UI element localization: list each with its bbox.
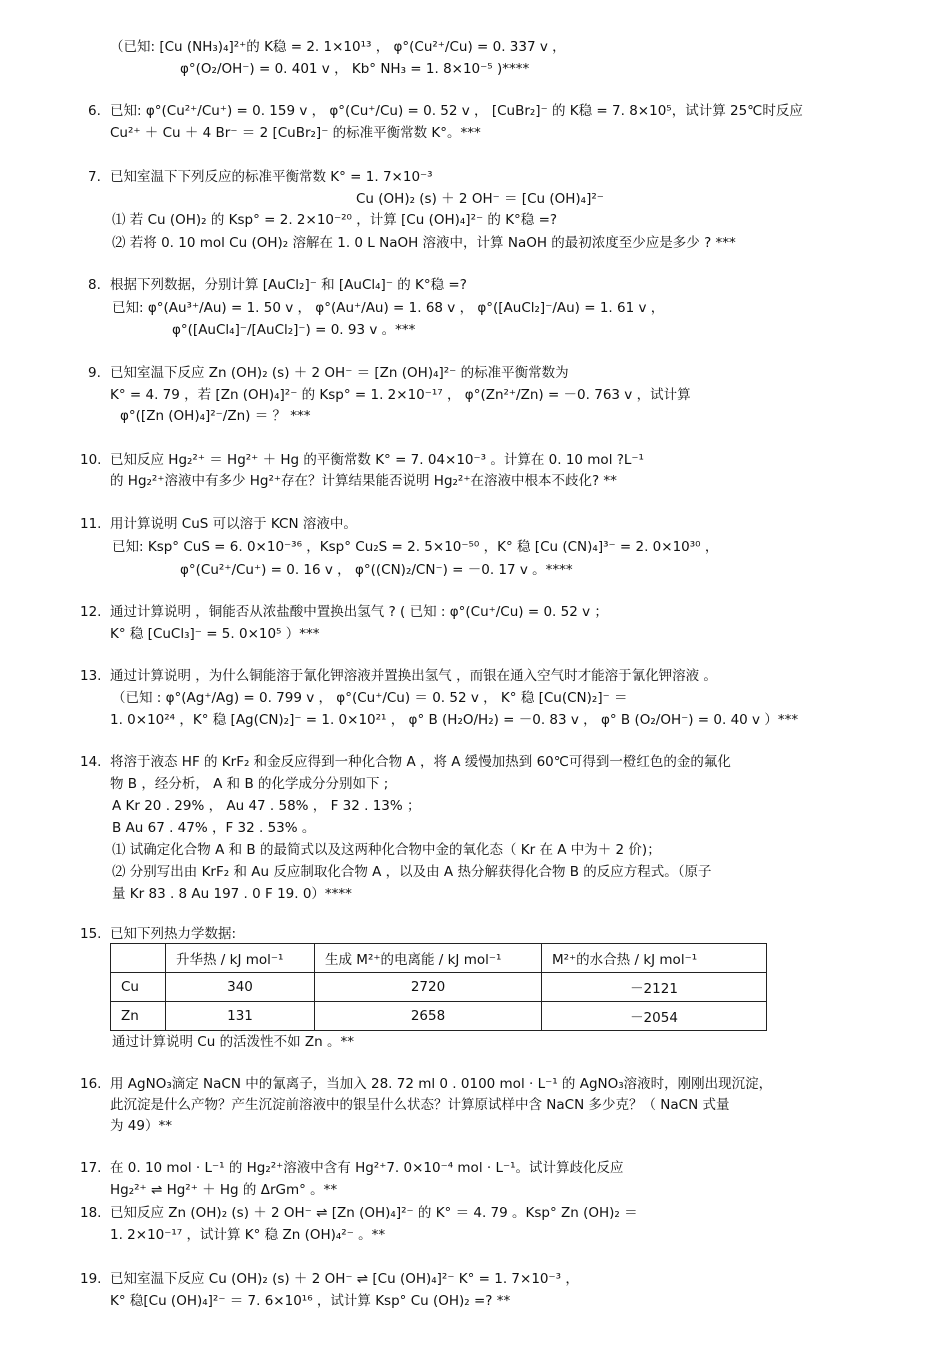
p5-line2: φ°(O₂/OH⁻) = 0. 401 v ， Kb° NH₃ = 1. 8×10⁻⁵ )****	[180, 61, 530, 77]
table-header-cell: M²⁺的水合热 / kJ mol⁻¹	[542, 944, 767, 973]
table-header-row	[111, 944, 767, 973]
q9-line3: φ°([Zn (OH)₄]²⁻/Zn) ＝ ？ ***	[120, 408, 311, 424]
q14-line4: B Au 67 . 47% ，F 32 . 53% 。	[112, 820, 316, 836]
q17-line2: Hg₂²⁺ ⇌ Hg²⁺ ＋ Hg 的 ΔrGm° 。**	[110, 1182, 338, 1198]
table-cell: 2658	[315, 1002, 542, 1031]
q7-part2: ⑵ 若将 0. 10 mol Cu (OH)₂ 溶解在 1. 0 L NaOH 溶液中，计算 NaOH 的最初浓度至少应是多少 ? ***	[112, 235, 736, 251]
q6-line1: 已知: φ°(Cu²⁺/Cu⁺) = 0. 159 v ， φ°(Cu⁺/Cu) = 0. 52 v ， [CuBr₂]⁻ 的 K稳 = 7. 8×10⁵，试计算 25℃时反应	[110, 103, 803, 119]
q12-line1: 通过计算说明 ，铜能否从浓盐酸中置换出氢气 ? ( 已知 : φ°(Cu⁺/Cu) = 0. 52 v ；	[110, 604, 608, 620]
table-cell: 340	[166, 973, 315, 1002]
q8-line1: 根据下列数据，分别计算 [AuCl₂]⁻ 和 [AuCl₄]⁻ 的 K°稳 =?	[110, 277, 467, 293]
q16-line2: 此沉淀是什么产物？产生沉淀前溶液中的银呈什么状态？计算原试样中含 NaCN 多少克？（ NaCN 式量	[110, 1097, 730, 1113]
q7-number: 7.	[88, 169, 101, 185]
q19-number: 19.	[80, 1271, 102, 1287]
q14-line2: 物 B ，经分析， A 和 B 的化学成分分别如下 ;	[110, 776, 389, 792]
q11-line1: 用计算说明 CuS 可以溶于 KCN 溶液中。	[110, 516, 357, 532]
q18-line1: 已知反应 Zn (OH)₂ (s) ＋ 2 OH⁻ ⇌ [Zn (OH)₄]²⁻ 的 K° ＝ 4. 79 。Ksp° Zn (OH)₂ ＝	[110, 1205, 638, 1221]
q7-equation: Cu (OH)₂ (s) ＋ 2 OH⁻ ＝ [Cu (OH)₄]²⁻	[356, 191, 604, 207]
q11-number: 11.	[80, 516, 102, 532]
q15-number: 15.	[80, 926, 102, 942]
q12-number: 12.	[80, 604, 102, 620]
q13-number: 13.	[80, 668, 102, 684]
q8-line3: φ°([AuCl₄]⁻/[AuCl₂]⁻) = 0. 93 v 。***	[172, 322, 416, 338]
q10-number: 10.	[80, 452, 102, 468]
q17-line1: 在 0. 10 mol · L⁻¹ 的 Hg₂²⁺溶液中含有 Hg²⁺7. 0×10⁻⁴ mol · L⁻¹。试计算歧化反应	[110, 1160, 624, 1176]
q14-part2: ⑵ 分别写出由 KrF₂ 和 Au 反应制取化合物 A ，以及由 A 热分解获得化合物 B 的反应方程式。（原子	[112, 864, 712, 880]
table-header-cell	[111, 944, 166, 973]
q14-number: 14.	[80, 754, 102, 770]
q10-line1: 已知反应 Hg₂²⁺ ＝ Hg²⁺ ＋ Hg 的平衡常数 K° = 7. 04×10⁻³ 。计算在 0. 10 mol ?L⁻¹	[110, 452, 644, 468]
table-cell: Cu	[111, 973, 166, 1002]
table-cell: 131	[166, 1002, 315, 1031]
q13-line2: （已知 : φ°(Ag⁺/Ag) = 0. 799 v ， φ°(Cu⁺/Cu) ＝ 0. 52 v ， K° 稳 [Cu(CN)₂]⁻ ＝	[112, 690, 628, 706]
q15-line1: 已知下列热力学数据:	[110, 926, 237, 942]
p5-line1: （已知: [Cu (NH₃)₄]²⁺的 K稳 = 2. 1×10¹³ ， φ°(Cu²⁺/Cu) = 0. 337 v ，	[110, 39, 566, 55]
q15-line2: 通过计算说明 Cu 的活泼性不如 Zn 。**	[112, 1034, 354, 1050]
table-cell: －2054	[542, 1002, 767, 1031]
q14-line7: 量 Kr 83 . 8 Au 197 . 0 F 19. 0）****	[112, 886, 352, 902]
table-header-cell: 生成 M²⁺的电离能 / kJ mol⁻¹	[315, 944, 542, 973]
q8-line2: 已知: φ°(Au³⁺/Au) = 1. 50 v ， φ°(Au⁺/Au) = 1. 68 v ， φ°([AuCl₂]⁻/Au) = 1. 61 v ，	[112, 300, 665, 316]
q13-line1: 通过计算说明 ，为什么铜能溶于氰化钾溶液并置换出氢气 ，而银在通入空气时才能溶于氰化钾溶液 。	[110, 668, 717, 684]
q10-line2: 的 Hg₂²⁺溶液中有多少 Hg²⁺存在？计算结果能否说明 Hg₂²⁺在溶液中根本不歧化? **	[110, 473, 617, 489]
q14-part1: ⑴ 试确定化合物 A 和 B 的最简式以及这两种化合物中金的氧化态（ Kr 在 A 中为＋ 2 价)；	[112, 842, 661, 858]
q18-number: 18.	[80, 1205, 102, 1221]
q16-line1: 用 AgNO₃滴定 NaCN 中的氰离子，当加入 28. 72 ml 0 . 0100 mol · L⁻¹ 的 AgNO₃溶液时，刚刚出现沉淀，	[110, 1076, 773, 1092]
q11-line2: 已知: Ksp° CuS = 6. 0×10⁻³⁶ ，Ksp° Cu₂S = 2. 5×10⁻⁵⁰ ，K° 稳 [Cu (CN)₄]³⁻ = 2. 0×10³⁰ ，	[112, 539, 719, 555]
table-cell: 2720	[315, 973, 542, 1002]
q7-line1: 已知室温下下列反应的标准平衡常数 K° = 1. 7×10⁻³	[110, 169, 433, 185]
q8-number: 8.	[88, 277, 101, 293]
q9-line1: 已知室温下反应 Zn (OH)₂ (s) ＋ 2 OH⁻ ＝ [Zn (OH)₄]²⁻ 的标准平衡常数为	[110, 365, 569, 381]
q16-line3: 为 49）**	[110, 1118, 172, 1134]
table-row	[111, 1002, 767, 1031]
q19-line2: K° 稳[Cu (OH)₄]²⁻ ＝ 7. 6×10¹⁶ ，试计算 Ksp° Cu (OH)₂ =? **	[110, 1293, 511, 1309]
q9-line2: K° = 4. 79 ，若 [Zn (OH)₄]²⁻ 的 Ksp° = 1. 2×10⁻¹⁷ ， φ°(Zn²⁺/Zn) = －0. 763 v ，试计算	[110, 387, 691, 403]
thermo-data-table	[110, 943, 767, 1031]
table-cell: Zn	[111, 1002, 166, 1031]
q16-number: 16.	[80, 1076, 102, 1092]
q7-part1: ⑴ 若 Cu (OH)₂ 的 Ksp° = 2. 2×10⁻²⁰ ，计算 [Cu (OH)₄]²⁻ 的 K°稳 =?	[112, 212, 558, 228]
q14-line3: A Kr 20 . 29% ， Au 47 . 58% ， F 32 . 13% ；	[112, 798, 421, 814]
q13-line3: 1. 0×10²⁴ ，K° 稳 [Ag(CN)₂]⁻ = 1. 0×10²¹ ， φ° B (H₂O/H₂) = －0. 83 v ， φ° B (O₂/OH⁻) = 0. 40 v ）***	[110, 712, 799, 728]
q19-line1: 已知室温下反应 Cu (OH)₂ (s) ＋ 2 OH⁻ ⇌ [Cu (OH)₄]²⁻ K° = 1. 7×10⁻³ ，	[110, 1271, 579, 1287]
q11-line3: φ°(Cu²⁺/Cu⁺) = 0. 16 v ， φ°((CN)₂/CN⁻) = －0. 17 v 。****	[180, 562, 573, 578]
table-header-cell: 升华热 / kJ mol⁻¹	[166, 944, 315, 973]
q12-line2: K° 稳 [CuCl₃]⁻ = 5. 0×10⁵ ）***	[110, 626, 320, 642]
q14-line1: 将溶于液态 HF 的 KrF₂ 和金反应得到一种化合物 A ，将 A 缓慢加热到 60℃可得到一橙红色的金的氟化	[110, 754, 731, 770]
q17-number: 17.	[80, 1160, 102, 1176]
table-row	[111, 973, 767, 1002]
q18-line2: 1. 2×10⁻¹⁷ ，试计算 K° 稳 Zn (OH)₄²⁻ 。**	[110, 1227, 386, 1243]
q9-number: 9.	[88, 365, 101, 381]
q6-number: 6.	[88, 103, 101, 119]
q6-line2: Cu²⁺ ＋ Cu ＋ 4 Br⁻ ＝ 2 [CuBr₂]⁻ 的标准平衡常数 K°。***	[110, 125, 481, 141]
table-cell: －2121	[542, 973, 767, 1002]
